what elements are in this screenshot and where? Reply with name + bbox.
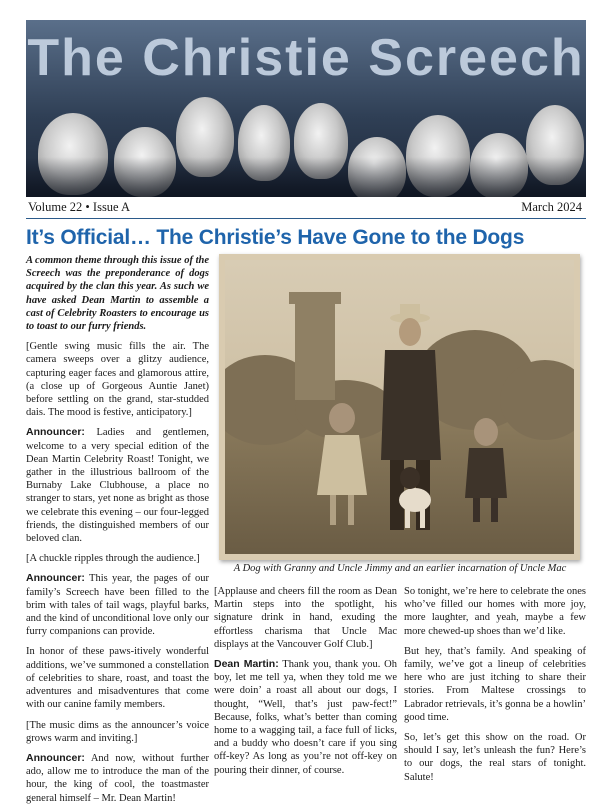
- article-headline: It’s Official… The Christie’s Have Gone to the Dogs: [26, 226, 525, 249]
- speaker-label: Announcer:: [26, 426, 85, 439]
- body-paragraph: So, let’s get this show on the road. Or should I say, let’s unleash the fun? Here’s to our dogs, the real stars of tonight. Salute!: [404, 732, 586, 783]
- dialogue-text: Thank you, thank you. Oh boy, let me tell ya, when they told me we were doin’ a roast all about our dogs, I thought, “Well, that’s just paw-fect!” Because, folks, what’s better than coming home to a wagging tail, a face full of licks, and a buddy who doesn’t care if you sing off-key? As long as you’re not off-key on pouring their dinner, of course.: [214, 659, 398, 776]
- photo-illustration: [225, 260, 574, 554]
- body-paragraph: In honor of these paws-itively wonderful additions, we’ve summoned a constellation of celebrities to share, roast, and toast the adventures and misadventures that come with our canine family members.: [26, 646, 209, 711]
- vintage-family-photo: [219, 254, 580, 560]
- article-intro: A common theme through this issue of the Screech was the preponderance of dogs acquired by the clan this year. As such we have asked Dean Martin to assemble a cast of Celebrity Roasters to encourage us to toast to our furry friends.: [26, 255, 209, 333]
- issue-date: March 2024: [521, 200, 582, 214]
- stage-direction: [A chuckle ripples through the audience.]: [26, 553, 200, 565]
- photo-caption: A Dog with Granny and Uncle Jimmy and an earlier incarnation of Uncle Mac: [233, 563, 567, 574]
- masthead-photo-collage: [26, 75, 586, 197]
- dialogue-paragraph: [26, 752, 209, 805]
- body-paragraph: So tonight, we’re here to celebrate the ones who’ve filled our homes with more joy, more laughter, and yeah, maybe a few more chewed-up shoes than we’d like.: [404, 586, 586, 637]
- stage-direction: [Gentle swing music fills the air. The camera sweeps over a glitzy audience, capturing eager faces and glamorous attire, (a close up of Gorgeous Auntie Janet) before settling on the grand, star-studded dais. The mood is festive, anticipatory.]: [26, 341, 209, 419]
- newsletter-title: The Christie Screech: [27, 29, 585, 87]
- collage-shadow: [26, 157, 586, 197]
- dialogue-text: Ladies and gentlemen, welcome to a very special edition of the Dean Martin Celebrity Roast! Tonight, we gather in the illustrious ballroom of the Burnaby Lake Clubhouse, a place no stranger to stars, yet none as bright as those we celebrate this evening – our four-legged friends, the distinguished members of our beloved clan.: [26, 427, 209, 545]
- dialogue-text: This year, the pages of our family’s Screech have been filled to the brim with tales of tail wags, playful barks, and the kind of unconditional love only our furry companions can provide.: [26, 573, 209, 638]
- dialogue-paragraph: [26, 572, 209, 638]
- article-column-2: [214, 585, 397, 784]
- volume-issue: Volume 22 • Issue A: [28, 200, 131, 214]
- dialogue-paragraph: [26, 426, 209, 545]
- stage-direction: [Applause and cheers fill the room as Dean Martin steps into the spotlight, his signature drink in hand, exuding the effortless charisma that Uncle Mac displays at the Vancouver Golf Club.]: [214, 586, 397, 650]
- article-column-1: [26, 254, 209, 812]
- speaker-label: Announcer:: [26, 572, 85, 585]
- dialogue-paragraph: [214, 658, 397, 777]
- masthead-banner: [26, 20, 586, 197]
- stage-direction: [The music dims as the announcer’s voice grows warm and inviting.]: [26, 719, 209, 744]
- speaker-label: Dean Martin:: [214, 658, 279, 671]
- dialogue-text: And now, without further ado, allow me to introduce the man of the hour, the king of cool, the toastmaster general himself – Mr. Dean Martin!: [26, 752, 209, 804]
- body-paragraph: But hey, that’s family. And speaking of family, we’ve got a lineup of celebrities here who are just itching to share their stories. From Maltese crossings to Labrador retrievals, it’s gonna be a howlin’ good time.: [404, 645, 586, 723]
- speaker-label: Announcer:: [26, 751, 85, 764]
- background-building: [289, 292, 341, 400]
- article-column-3: [404, 585, 586, 791]
- issue-info-bar: [26, 198, 586, 219]
